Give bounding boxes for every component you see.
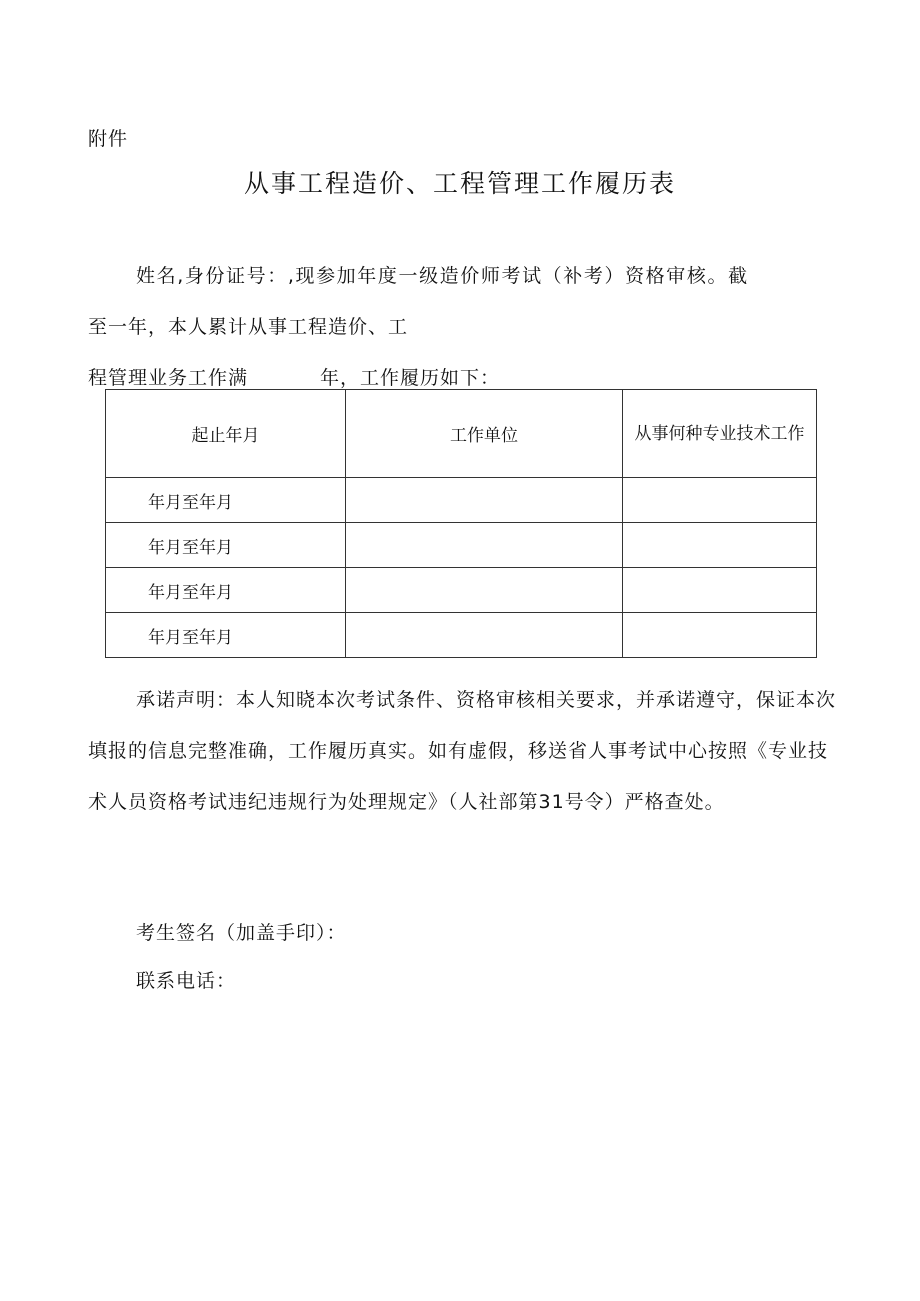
period-cell: 年月至年月 [106, 523, 346, 568]
professional-work-cell [623, 613, 817, 658]
pledge-text: 承诺声明：本人知晓本次考试条件、资格审核相关要求，并承诺遵守，保证本次填报的信息完整准确，工作履历真实。如有虚假，移送省人事考试中心按照《专业技术人员资格考试违纪违规行为处理规定》（人社部第31号令）严格查处。 [88, 689, 837, 813]
header-work-unit: 工作单位 [346, 390, 623, 478]
intro-line-3-prefix: 程管理业务工作满 [88, 367, 249, 389]
table-row [106, 523, 817, 568]
table-header-row [106, 390, 817, 478]
phone-label: 联系电话： [136, 970, 237, 992]
period-cell: 年月至年月 [106, 568, 346, 613]
professional-work-cell [623, 523, 817, 568]
table-row [106, 568, 817, 613]
table-row [106, 478, 817, 523]
period-cell: 年月至年月 [106, 478, 346, 523]
pledge-paragraph [88, 675, 838, 828]
work-unit-cell [346, 478, 623, 523]
intro-line-3 [88, 363, 500, 390]
work-history-table [105, 389, 817, 658]
table-row [106, 613, 817, 658]
professional-work-cell [623, 478, 817, 523]
period-cell: 年月至年月 [106, 613, 346, 658]
work-unit-cell [346, 523, 623, 568]
intro-line-3-suffix: 年，工作履历如下： [320, 367, 501, 389]
intro-line-1: 姓名,身份证号：,现参加年度一级造价师考试（补考）资格审核。截 [136, 265, 749, 287]
header-period: 起止年月 [106, 390, 346, 478]
document-title: 从事工程造价、工程管理工作履历表 [243, 169, 676, 198]
header-professional-work: 从事何种专业技术工作 [623, 390, 817, 478]
work-unit-cell [346, 613, 623, 658]
work-unit-cell [346, 568, 623, 613]
intro-line-2: 至一年，本人累计从事工程造价、工 [88, 316, 409, 338]
signature-label: 考生签名（加盖手印）： [136, 922, 347, 944]
professional-work-cell [623, 568, 817, 613]
attachment-label: 附件 [88, 128, 129, 150]
